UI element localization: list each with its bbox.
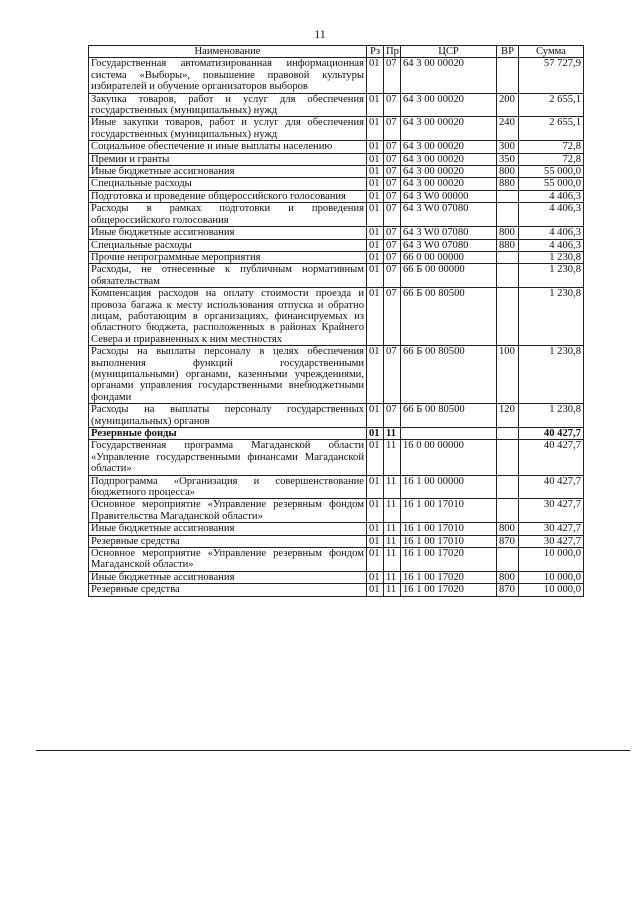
row-pr: 07 bbox=[384, 58, 401, 93]
row-csr: 66 Б 00 80500 bbox=[401, 404, 497, 428]
row-pr: 11 bbox=[384, 523, 401, 535]
row-csr: 64 3 00 00020 bbox=[401, 93, 497, 117]
row-pr: 11 bbox=[384, 571, 401, 583]
row-pr: 07 bbox=[384, 190, 401, 202]
table-header-row bbox=[89, 46, 584, 58]
row-rz: 01 bbox=[367, 190, 384, 202]
table-row bbox=[89, 239, 584, 251]
row-pr: 11 bbox=[384, 428, 401, 440]
table-row bbox=[89, 153, 584, 165]
row-pr: 07 bbox=[384, 264, 401, 288]
table-row bbox=[89, 440, 584, 475]
row-name: Подготовка и проведение общероссийского голосования bbox=[89, 190, 367, 202]
row-vr: 240 bbox=[497, 117, 519, 141]
row-name: Специальные расходы bbox=[89, 239, 367, 251]
row-vr: 800 bbox=[497, 227, 519, 239]
row-sum: 72,8 bbox=[519, 141, 584, 153]
row-rz: 01 bbox=[367, 251, 384, 263]
row-vr: 800 bbox=[497, 166, 519, 178]
row-name: Резервные фонды bbox=[89, 428, 367, 440]
row-csr: 64 3 00 00020 bbox=[401, 58, 497, 93]
row-name: Резервные средства bbox=[89, 584, 367, 596]
row-pr: 07 bbox=[384, 203, 401, 227]
row-rz: 01 bbox=[367, 203, 384, 227]
row-csr: 16 1 00 17010 bbox=[401, 499, 497, 523]
row-sum: 2 655,1 bbox=[519, 93, 584, 117]
row-sum: 4 406,3 bbox=[519, 203, 584, 227]
table-row bbox=[89, 178, 584, 190]
row-pr: 07 bbox=[384, 93, 401, 117]
table-row bbox=[89, 475, 584, 499]
row-name: Расходы, не отнесенные к публичным нормативным обязательствам bbox=[89, 264, 367, 288]
row-name: Государственная автоматизированная информационная система «Выборы», повышение правовой культуры избирателей и обучение организаторов выборов bbox=[89, 58, 367, 93]
table-row bbox=[89, 190, 584, 202]
table-row bbox=[89, 548, 584, 572]
row-sum: 10 000,0 bbox=[519, 571, 584, 583]
row-rz: 01 bbox=[367, 499, 384, 523]
table-row bbox=[89, 141, 584, 153]
row-vr: 300 bbox=[497, 141, 519, 153]
row-sum: 40 427,7 bbox=[519, 428, 584, 440]
row-sum: 1 230,8 bbox=[519, 346, 584, 404]
row-name: Подпрограмма «Организация и совершенствование бюджетного процесса» bbox=[89, 475, 367, 499]
row-sum: 1 230,8 bbox=[519, 288, 584, 346]
row-rz: 01 bbox=[367, 117, 384, 141]
footer-divider bbox=[36, 750, 630, 751]
table-row bbox=[89, 251, 584, 263]
row-pr: 07 bbox=[384, 288, 401, 346]
row-rz: 01 bbox=[367, 178, 384, 190]
row-pr: 11 bbox=[384, 440, 401, 475]
row-pr: 07 bbox=[384, 166, 401, 178]
row-pr: 07 bbox=[384, 141, 401, 153]
row-vr: 880 bbox=[497, 178, 519, 190]
row-rz: 01 bbox=[367, 166, 384, 178]
row-sum: 30 427,7 bbox=[519, 523, 584, 535]
row-csr bbox=[401, 428, 497, 440]
header-csr: ЦСР bbox=[401, 46, 497, 58]
table-row bbox=[89, 203, 584, 227]
row-sum: 10 000,0 bbox=[519, 584, 584, 596]
row-csr: 66 Б 00 80500 bbox=[401, 288, 497, 346]
row-rz: 01 bbox=[367, 440, 384, 475]
row-rz: 01 bbox=[367, 141, 384, 153]
row-csr: 66 0 00 00000 bbox=[401, 251, 497, 263]
row-vr bbox=[497, 440, 519, 475]
row-vr bbox=[497, 190, 519, 202]
row-vr bbox=[497, 203, 519, 227]
row-csr: 16 1 00 17020 bbox=[401, 548, 497, 572]
table-row bbox=[89, 264, 584, 288]
row-rz: 01 bbox=[367, 428, 384, 440]
table-row bbox=[89, 584, 584, 596]
row-vr bbox=[497, 264, 519, 288]
row-name: Иные бюджетные ассигнования bbox=[89, 227, 367, 239]
header-vr: ВР bbox=[497, 46, 519, 58]
row-csr: 16 1 00 17010 bbox=[401, 535, 497, 547]
row-pr: 11 bbox=[384, 499, 401, 523]
header-rz: Рз bbox=[367, 46, 384, 58]
row-sum: 72,8 bbox=[519, 153, 584, 165]
row-name: Компенсация расходов на оплату стоимости проезда и провоза багажа к месту использования отпуска и обратно лицам, работающим в организациях, финансируемых из областного бюджета, расположенных в районах Крайнего Севера и приравненных к ним местностях bbox=[89, 288, 367, 346]
row-name: Резервные средства bbox=[89, 535, 367, 547]
row-rz: 01 bbox=[367, 153, 384, 165]
row-vr: 120 bbox=[497, 404, 519, 428]
row-rz: 01 bbox=[367, 58, 384, 93]
row-sum: 30 427,7 bbox=[519, 499, 584, 523]
row-sum: 4 406,3 bbox=[519, 239, 584, 251]
row-rz: 01 bbox=[367, 404, 384, 428]
row-sum: 55 000,0 bbox=[519, 178, 584, 190]
row-vr: 800 bbox=[497, 571, 519, 583]
header-sum: Сумма bbox=[519, 46, 584, 58]
row-pr: 11 bbox=[384, 475, 401, 499]
row-name: Основное мероприятие «Управление резервным фондом Правительства Магаданской области» bbox=[89, 499, 367, 523]
row-pr: 07 bbox=[384, 117, 401, 141]
row-name: Премии и гранты bbox=[89, 153, 367, 165]
row-sum: 2 655,1 bbox=[519, 117, 584, 141]
row-rz: 01 bbox=[367, 264, 384, 288]
budget-table bbox=[88, 45, 584, 597]
row-csr: 16 0 00 00000 bbox=[401, 440, 497, 475]
table-row bbox=[89, 117, 584, 141]
header-name: Наименование bbox=[89, 46, 367, 58]
row-csr: 64 3 00 00020 bbox=[401, 141, 497, 153]
row-name: Расходы в рамках подготовки и проведения общероссийского голосования bbox=[89, 203, 367, 227]
table-row bbox=[89, 288, 584, 346]
row-csr: 64 3 W0 00000 bbox=[401, 190, 497, 202]
row-csr: 64 3 00 00020 bbox=[401, 166, 497, 178]
row-pr: 07 bbox=[384, 239, 401, 251]
row-vr: 200 bbox=[497, 93, 519, 117]
row-name: Иные бюджетные ассигнования bbox=[89, 571, 367, 583]
row-vr: 800 bbox=[497, 523, 519, 535]
row-csr: 64 3 00 00020 bbox=[401, 153, 497, 165]
row-vr: 880 bbox=[497, 239, 519, 251]
row-pr: 11 bbox=[384, 535, 401, 547]
table-row bbox=[89, 404, 584, 428]
row-name: Прочие непрограммные мероприятия bbox=[89, 251, 367, 263]
row-rz: 01 bbox=[367, 548, 384, 572]
row-vr: 870 bbox=[497, 584, 519, 596]
row-rz: 01 bbox=[367, 535, 384, 547]
row-name: Закупка товаров, работ и услуг для обеспечения государственных (муниципальных) нужд bbox=[89, 93, 367, 117]
row-csr: 64 3 00 00020 bbox=[401, 178, 497, 190]
row-rz: 01 bbox=[367, 523, 384, 535]
table-row bbox=[89, 346, 584, 404]
row-pr: 11 bbox=[384, 584, 401, 596]
header-pr: Пр bbox=[384, 46, 401, 58]
page-number: 11 bbox=[314, 27, 326, 41]
row-csr: 66 Б 00 80500 bbox=[401, 346, 497, 404]
row-csr: 64 3 W0 07080 bbox=[401, 203, 497, 227]
row-name: Иные бюджетные ассигнования bbox=[89, 523, 367, 535]
row-vr bbox=[497, 251, 519, 263]
table-row bbox=[89, 571, 584, 583]
row-rz: 01 bbox=[367, 584, 384, 596]
row-sum: 57 727,9 bbox=[519, 58, 584, 93]
row-sum: 4 406,3 bbox=[519, 190, 584, 202]
table-row bbox=[89, 523, 584, 535]
row-name: Расходы на выплаты персоналу государственных (муниципальных) органов bbox=[89, 404, 367, 428]
row-rz: 01 bbox=[367, 93, 384, 117]
row-sum: 1 230,8 bbox=[519, 251, 584, 263]
row-vr bbox=[497, 499, 519, 523]
row-vr: 350 bbox=[497, 153, 519, 165]
row-csr: 16 1 00 17020 bbox=[401, 584, 497, 596]
row-csr: 64 3 W0 07080 bbox=[401, 239, 497, 251]
row-csr: 16 1 00 17020 bbox=[401, 571, 497, 583]
row-rz: 01 bbox=[367, 346, 384, 404]
table-row bbox=[89, 93, 584, 117]
table-row bbox=[89, 166, 584, 178]
table-row bbox=[89, 535, 584, 547]
row-vr: 870 bbox=[497, 535, 519, 547]
row-rz: 01 bbox=[367, 227, 384, 239]
table-row bbox=[89, 428, 584, 440]
row-pr: 07 bbox=[384, 404, 401, 428]
table-row bbox=[89, 58, 584, 93]
row-name: Основное мероприятие «Управление резервным фондом Магаданской области» bbox=[89, 548, 367, 572]
row-pr: 07 bbox=[384, 346, 401, 404]
row-name: Социальное обеспечение и иные выплаты населению bbox=[89, 141, 367, 153]
row-vr bbox=[497, 428, 519, 440]
row-csr: 16 1 00 00000 bbox=[401, 475, 497, 499]
row-pr: 11 bbox=[384, 548, 401, 572]
table-row bbox=[89, 499, 584, 523]
row-vr bbox=[497, 548, 519, 572]
row-sum: 1 230,8 bbox=[519, 264, 584, 288]
row-vr bbox=[497, 288, 519, 346]
row-sum: 40 427,7 bbox=[519, 440, 584, 475]
row-pr: 07 bbox=[384, 227, 401, 239]
row-sum: 10 000,0 bbox=[519, 548, 584, 572]
row-csr: 16 1 00 17010 bbox=[401, 523, 497, 535]
row-pr: 07 bbox=[384, 178, 401, 190]
row-vr bbox=[497, 58, 519, 93]
row-name: Иные бюджетные ассигнования bbox=[89, 166, 367, 178]
row-name: Специальные расходы bbox=[89, 178, 367, 190]
row-name: Расходы на выплаты персоналу в целях обеспечения выполнения функций государственными (муниципальными) органами, казенными учреждениями, органами управления государственными внебюджетными фондами bbox=[89, 346, 367, 404]
row-pr: 07 bbox=[384, 153, 401, 165]
row-rz: 01 bbox=[367, 571, 384, 583]
row-rz: 01 bbox=[367, 239, 384, 251]
row-csr: 66 Б 00 00000 bbox=[401, 264, 497, 288]
row-sum: 4 406,3 bbox=[519, 227, 584, 239]
row-rz: 01 bbox=[367, 475, 384, 499]
row-csr: 64 3 W0 07080 bbox=[401, 227, 497, 239]
row-vr bbox=[497, 475, 519, 499]
row-rz: 01 bbox=[367, 288, 384, 346]
row-sum: 30 427,7 bbox=[519, 535, 584, 547]
row-sum: 1 230,8 bbox=[519, 404, 584, 428]
row-pr: 07 bbox=[384, 251, 401, 263]
row-sum: 40 427,7 bbox=[519, 475, 584, 499]
row-name: Государственная программа Магаданской области «Управление государственными финансами Магаданской области» bbox=[89, 440, 367, 475]
row-sum: 55 000,0 bbox=[519, 166, 584, 178]
row-name: Иные закупки товаров, работ и услуг для обеспечения государственных (муниципальных) нужд bbox=[89, 117, 367, 141]
row-csr: 64 3 00 00020 bbox=[401, 117, 497, 141]
table-row bbox=[89, 227, 584, 239]
row-vr: 100 bbox=[497, 346, 519, 404]
